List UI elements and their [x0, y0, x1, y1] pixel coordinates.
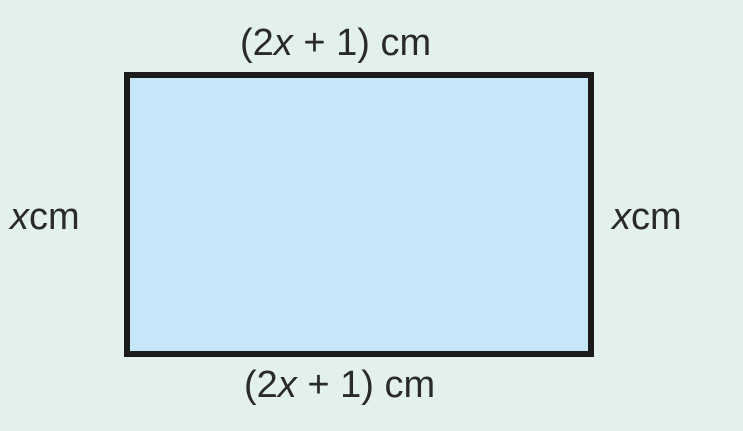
left-label-unit: cm	[29, 196, 80, 238]
right-label-variable: x	[612, 196, 631, 238]
top-label-variable: x	[273, 22, 293, 64]
rectangle-shape	[124, 72, 594, 357]
bottom-side-label	[244, 366, 435, 404]
bottom-label-close: + 1) cm	[296, 364, 436, 406]
right-label-unit: cm	[631, 196, 682, 238]
top-label-close: + 1) cm	[292, 22, 432, 64]
top-side-label	[240, 24, 431, 62]
top-label-open: (2	[240, 22, 274, 64]
bottom-label-variable: x	[277, 364, 297, 406]
right-side-label	[612, 198, 682, 236]
bottom-label-open: (2	[244, 364, 278, 406]
left-label-variable: x	[10, 196, 29, 238]
left-side-label	[10, 198, 80, 236]
